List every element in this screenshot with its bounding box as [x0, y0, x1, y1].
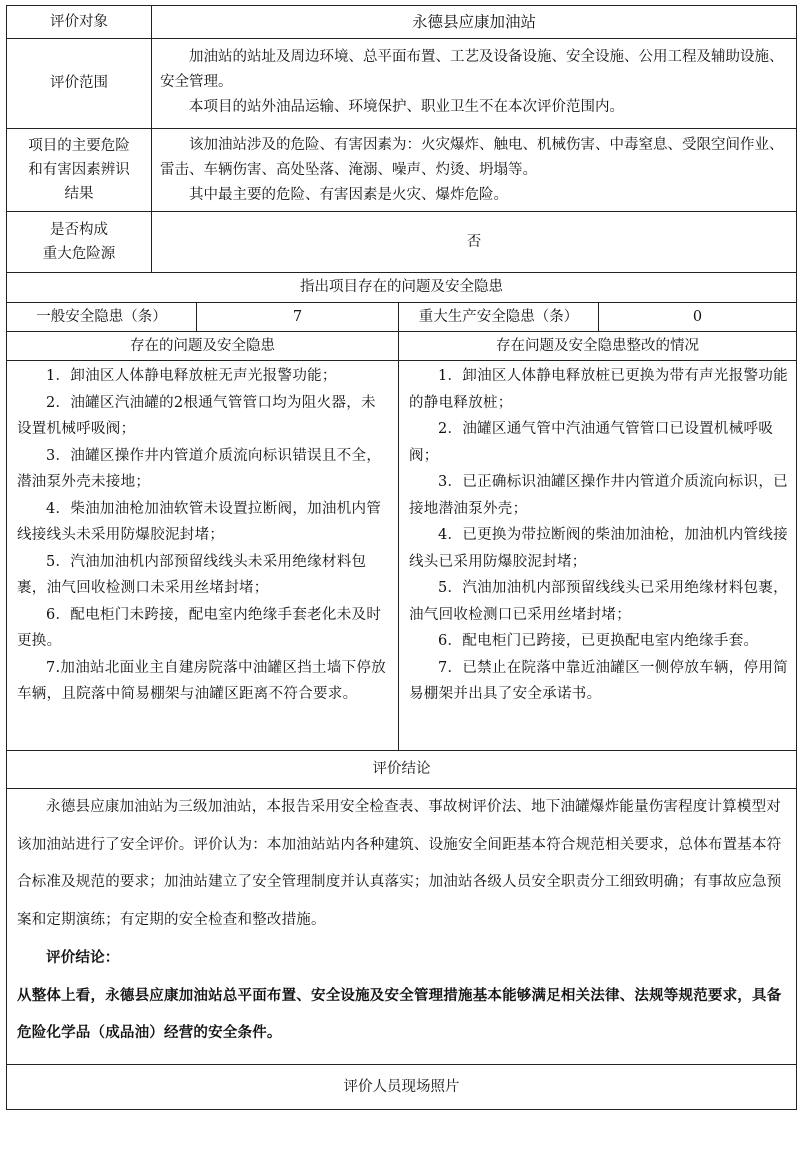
- conclusion-header-row: [7, 751, 796, 789]
- rectification-item: 5．汽油加油机内部预留线线头已采用绝缘材料包裹，油气回收检测口已采用丝堵封堵；: [409, 580, 788, 623]
- scope-paragraph: 加油站的站址及周边环境、总平面布置、工艺及设备设施、安全设施、公用工程及辅助设施、安全管理。: [160, 49, 784, 90]
- scope-content: [152, 39, 796, 128]
- general-hazard-value: 7: [197, 303, 399, 331]
- hazards-label-line: 项目的主要危险: [28, 138, 130, 154]
- hazards-label-line: 和有害因素辨识: [28, 162, 130, 178]
- problems-header: 存在的问题及安全隐患: [7, 332, 399, 360]
- major-production-hazard-label: 重大生产安全隐患（条）: [399, 303, 599, 331]
- hazards-paragraph: 该加油站涉及的危险、有害因素为：火灾爆炸、触电、机械伤害、中毒窒息、受限空间作业、雷击、车辆伤害、高处坠落、淹溺、噪声、灼烫、坍塌等。: [160, 137, 784, 178]
- object-label: 评价对象: [7, 6, 152, 38]
- problem-item: 1．卸油区人体静电释放桩无声光报警功能；: [46, 368, 337, 384]
- problem-item: 7.加油站北面业主自建房院落中油罐区挡土墙下停放车辆，且院落中简易棚架与油罐区距离不符合要求。: [17, 659, 387, 702]
- hazards-row: [7, 129, 796, 212]
- rectification-item: 3．已正确标识油罐区操作井内管道介质流向标识，已接地潜油泵外壳；: [409, 474, 788, 517]
- rectification-header: 存在问题及安全隐患整改的情况: [496, 337, 699, 354]
- hazards-paragraph: 其中最主要的危险、有害因素是火灾、爆炸危险。: [189, 187, 508, 203]
- conclusion-header: 评价结论: [372, 761, 431, 777]
- problems-headers-row: [7, 332, 796, 361]
- counts-row: [7, 303, 796, 332]
- object-row: [7, 6, 796, 39]
- major-hazard-value: 否: [466, 233, 482, 250]
- major-production-hazard-value: 0: [692, 308, 703, 325]
- rectification-list: [399, 361, 796, 750]
- general-hazard-label: 一般安全隐患（条）: [7, 303, 197, 331]
- scope-label: 评价范围: [7, 39, 152, 128]
- rectification-item: 6．配电柜门已跨接，已更换配电室内绝缘手套。: [438, 633, 759, 649]
- rectification-item: 2．油罐区通气管中汽油通气管管口已设置机械呼吸阀；: [409, 421, 774, 464]
- hazards-content: [152, 129, 796, 211]
- scope-row: [7, 39, 796, 129]
- problem-item: 2．油罐区汽油罐的2根通气管管口均为阻火器，未设置机械呼吸阀；: [17, 394, 376, 437]
- rectification-item: 7．已禁止在院落中靠近油罐区一侧停放车辆，停用简易棚架并出具了安全承诺书。: [409, 659, 788, 702]
- conclusion-subheading: 评价结论：: [46, 949, 120, 966]
- object-value: 永德县应康加油站: [411, 12, 536, 31]
- photos-header: 评价人员现场照片: [343, 1078, 460, 1095]
- conclusion-body: 永德县应康加油站为三级加油站，本报告采用安全检查表、事故树评价法、地下油罐爆炸能量伤害程度计算模型对该加油站进行了安全评价。评价认为：本加油站站内各种建筑、设施安全间距基本符合规范相关要求，总体布置基本符合标准及规范的要求；加油站建立了安全管理制度并认真落实；加油站各级人员安全职责分工细致明确；有事故应急预案和定期演练；有定期的安全检查和整改措施。: [17, 799, 782, 928]
- problem-item: 6．配电柜门未跨接，配电室内绝缘手套老化未及时更换。: [17, 606, 382, 649]
- hazards-label: [7, 129, 152, 211]
- rectification-item: 1．卸油区人体静电释放桩已更换为带有声光报警功能的静电释放桩；: [409, 368, 788, 411]
- conclusion-final: 从整体上看，永德县应康加油站总平面布置、安全设施及安全管理措施基本能够满足相关法律、法规等规范要求，具备危险化学品（成品油）经营的安全条件。: [17, 986, 782, 1041]
- major-hazard-row: [7, 212, 796, 273]
- major-hazard-label: [7, 212, 152, 272]
- major-hazard-label-line: 重大危险源: [42, 246, 116, 262]
- problems-list: [7, 361, 399, 750]
- hazards-label-line: 结果: [64, 186, 94, 202]
- problem-item: 5．汽油加油机内部预留线线头未采用绝缘材料包裹，油气回收检测口未采用丝堵封堵；: [17, 553, 367, 596]
- problem-item: 3．油罐区操作井内管道介质流向标识错误且不全，潜油泵外壳未接地；: [17, 447, 382, 490]
- rectification-item: 4．已更换为带拉断阀的柴油加油枪，加油机内管线接线头已采用防爆胶泥封堵；: [409, 527, 788, 570]
- evaluation-table: [6, 5, 797, 1110]
- conclusion-row: [7, 789, 796, 1065]
- conclusion-content: [7, 789, 796, 1064]
- problems-lists-row: [7, 361, 796, 751]
- major-hazard-label-line: 是否构成: [50, 222, 108, 238]
- problem-item: 4．柴油加油枪加油软管未设置拉断阀，加油机内管线接线头未采用防爆胶泥封堵；: [17, 500, 382, 543]
- issues-header: 指出项目存在的问题及安全隐患: [300, 279, 503, 295]
- issues-header-row: [7, 273, 796, 303]
- scope-paragraph: 本项目的站外油品运输、环境保护、职业卫生不在本次评价范围内。: [189, 99, 624, 115]
- photos-header-row: [7, 1065, 796, 1109]
